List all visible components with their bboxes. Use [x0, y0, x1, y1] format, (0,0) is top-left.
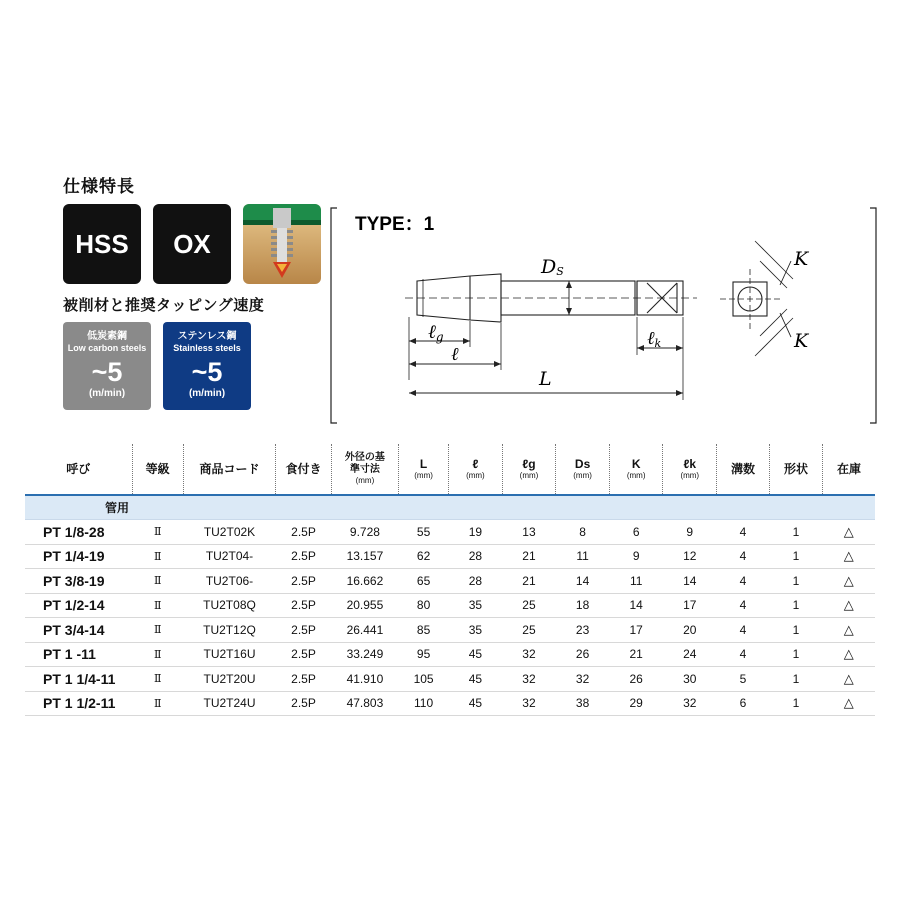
K-label-top: K [794, 248, 809, 270]
column-header [183, 444, 275, 495]
stainless-speed-value: ~5 [191, 357, 223, 387]
table-cell: 1 [769, 691, 822, 716]
table-cell: 4 [717, 618, 770, 643]
column-header [822, 444, 875, 495]
table-row [25, 667, 875, 692]
table-cell: 4 [717, 593, 770, 618]
table-cell: 2.5P [276, 691, 332, 716]
size-cell: PT 1/8-28 [25, 520, 132, 545]
table-cell: 17 [609, 618, 663, 643]
table-cell: Ⅱ [132, 642, 183, 667]
table-cell: 26 [556, 642, 610, 667]
column-header-label: 在庫 [836, 461, 861, 476]
table-cell: 8 [556, 520, 610, 545]
stainless-en-label: Stainless steels [173, 343, 241, 353]
table-cell: 9 [663, 520, 717, 545]
table-cell: TU2T02K [183, 520, 275, 545]
size-cell: PT 3/8-19 [25, 569, 132, 594]
column-header-label: 等級 [145, 461, 170, 476]
table-cell: 85 [399, 618, 449, 643]
l-label: ℓ [451, 344, 459, 365]
table-cell: 105 [399, 667, 449, 692]
lg-label: ℓg [428, 321, 444, 344]
table-cell: 5 [717, 667, 770, 692]
table-row [25, 520, 875, 545]
table-cell: 38 [556, 691, 610, 716]
table-cell: 33.249 [331, 642, 398, 667]
section-cell [25, 495, 875, 520]
stainless-jp-label: ステンレス鋼 [177, 331, 237, 342]
table-cell: 41.910 [331, 667, 398, 692]
table-cell: 6 [717, 691, 770, 716]
column-header-unit: (mm) [626, 470, 646, 480]
table-cell: 32 [663, 691, 717, 716]
table-cell: 4 [717, 544, 770, 569]
table-cell: 95 [399, 642, 449, 667]
table-row [25, 593, 875, 618]
table-cell: 1 [769, 618, 822, 643]
table-cell: △ [822, 569, 875, 594]
table-cell: 13.157 [331, 544, 398, 569]
table-cell: 29 [609, 691, 663, 716]
spec-table [25, 444, 875, 716]
low-carbon-speed-unit: (m/min) [88, 388, 126, 399]
table-cell: 45 [449, 642, 503, 667]
column-header-label: K [631, 456, 641, 471]
stainless-speed-card [163, 322, 251, 410]
table-cell: 4 [717, 569, 770, 594]
table-cell: 14 [609, 593, 663, 618]
table-cell: 4 [717, 520, 770, 545]
table-cell: 26.441 [331, 618, 398, 643]
column-header [609, 444, 663, 495]
table-cell: 25 [502, 593, 556, 618]
column-header-unit: (mm) [414, 470, 433, 480]
table-cell: 23 [556, 618, 610, 643]
column-header-label: ℓk [683, 456, 697, 471]
table-cell: 20.955 [331, 593, 398, 618]
column-header-unit: (mm) [466, 470, 485, 480]
features-title: 仕様特長 [63, 177, 135, 197]
column-header [663, 444, 717, 495]
table-cell: 1 [769, 667, 822, 692]
ox-badge: OX [153, 204, 231, 284]
table-header-row [25, 444, 875, 495]
table-cell: 1 [769, 520, 822, 545]
table-row [25, 642, 875, 667]
spec-table-head [25, 444, 875, 495]
table-cell: 28 [449, 544, 503, 569]
L-label: L [539, 368, 552, 390]
K-label-bottom: K [794, 330, 809, 352]
table-cell: 2.5P [276, 642, 332, 667]
type1-dimension-diagram [325, 205, 885, 430]
table-cell: TU2T04- [183, 544, 275, 569]
table-cell: 2.5P [276, 667, 332, 692]
table-cell: TU2T20U [183, 667, 275, 692]
table-cell: 1 [769, 569, 822, 594]
table-cell: 21 [502, 544, 556, 569]
table-cell: 18 [556, 593, 610, 618]
table-cell: 1 [769, 544, 822, 569]
low-carbon-speed-value: ~5 [91, 357, 123, 387]
table-cell: △ [822, 544, 875, 569]
table-cell: 14 [663, 569, 717, 594]
column-header [502, 444, 556, 495]
table-cell: 30 [663, 667, 717, 692]
column-header [449, 444, 503, 495]
table-cell: 65 [399, 569, 449, 594]
hss-badge: HSS [63, 204, 141, 284]
table-cell: 55 [399, 520, 449, 545]
table-cell: 2.5P [276, 593, 332, 618]
column-header-label: 食付き [285, 461, 322, 476]
table-cell: 24 [663, 642, 717, 667]
column-header-unit: (mm) [680, 470, 700, 480]
table-cell: 32 [502, 667, 556, 692]
table-cell: Ⅱ [132, 618, 183, 643]
table-cell: 25 [502, 618, 556, 643]
size-cell: PT 1 1/4-11 [25, 667, 132, 692]
table-cell: 45 [449, 667, 503, 692]
table-cell: 26 [609, 667, 663, 692]
column-header-label: ℓg [522, 456, 536, 471]
table-cell: 4 [717, 642, 770, 667]
column-header-label: ℓ [472, 456, 479, 471]
table-cell: 2.5P [276, 618, 332, 643]
size-cell: PT 1 -11 [25, 642, 132, 667]
section-row [25, 495, 875, 520]
table-cell: 35 [449, 618, 503, 643]
table-cell: △ [822, 520, 875, 545]
table-cell: 9.728 [331, 520, 398, 545]
table-cell: 19 [449, 520, 503, 545]
column-header-label: 形状 [783, 461, 808, 476]
column-header-unit: (mm) [573, 470, 592, 480]
table-cell: △ [822, 618, 875, 643]
table-cell: 32 [556, 667, 610, 692]
column-header-label: L [419, 456, 428, 471]
column-header-unit: (mm) [355, 476, 375, 485]
low-carbon-speed-card [63, 322, 151, 410]
table-cell: Ⅱ [132, 544, 183, 569]
column-header-label: Ds [574, 456, 591, 471]
table-cell: TU2T16U [183, 642, 275, 667]
table-cell: △ [822, 642, 875, 667]
column-header [276, 444, 332, 495]
table-cell: 9 [609, 544, 663, 569]
column-header [25, 444, 132, 495]
table-cell: 16.662 [331, 569, 398, 594]
column-header [556, 444, 610, 495]
column-header [132, 444, 183, 495]
table-cell: 62 [399, 544, 449, 569]
table-cell: Ⅱ [132, 691, 183, 716]
table-cell: TU2T24U [183, 691, 275, 716]
table-cell: 17 [663, 593, 717, 618]
table-cell: TU2T08Q [183, 593, 275, 618]
table-cell: 14 [556, 569, 610, 594]
column-header [717, 444, 770, 495]
table-cell: 1 [769, 642, 822, 667]
table-cell: 80 [399, 593, 449, 618]
table-cell: TU2T06- [183, 569, 275, 594]
column-header-label: 溝数 [731, 461, 756, 476]
ds-label: DS [541, 256, 564, 278]
table-cell: 2.5P [276, 544, 332, 569]
table-cell: 35 [449, 593, 503, 618]
low-carbon-jp-label: 低炭素鋼 [87, 331, 127, 342]
spec-table-body [25, 495, 875, 716]
column-header-label: 外径の基準寸法 [344, 452, 385, 475]
table-cell: Ⅱ [132, 520, 183, 545]
table-cell: 11 [609, 569, 663, 594]
column-header [331, 444, 398, 495]
table-cell: △ [822, 691, 875, 716]
speed-title: 被削材と推奨タッピング速度 [63, 296, 265, 314]
column-header [399, 444, 449, 495]
column-header-label: 呼び [66, 461, 91, 476]
table-cell: △ [822, 667, 875, 692]
table-cell: TU2T12Q [183, 618, 275, 643]
table-cell: 1 [769, 593, 822, 618]
table-cell: 28 [449, 569, 503, 594]
size-cell: PT 3/4-14 [25, 618, 132, 643]
size-cell: PT 1 1/2-11 [25, 691, 132, 716]
table-cell: 21 [502, 569, 556, 594]
column-header-label: 商品コード [199, 461, 260, 476]
section-label: 管用 [105, 501, 130, 515]
table-row [25, 618, 875, 643]
tap-cross-section-image [243, 204, 321, 284]
table-cell: 13 [502, 520, 556, 545]
table-row [25, 569, 875, 594]
table-cell: 6 [609, 520, 663, 545]
column-header [769, 444, 822, 495]
column-header-unit: (mm) [519, 470, 539, 480]
table-cell: Ⅱ [132, 593, 183, 618]
table-cell: 45 [449, 691, 503, 716]
low-carbon-en-label: Low carbon steels [67, 343, 147, 353]
table-cell: 21 [609, 642, 663, 667]
table-cell: 32 [502, 642, 556, 667]
table-cell: △ [822, 593, 875, 618]
size-cell: PT 1/4-19 [25, 544, 132, 569]
stainless-speed-unit: (m/min) [188, 388, 226, 399]
table-cell: 12 [663, 544, 717, 569]
size-cell: PT 1/2-14 [25, 593, 132, 618]
table-row [25, 544, 875, 569]
table-cell: 32 [502, 691, 556, 716]
table-cell: Ⅱ [132, 667, 183, 692]
table-cell: 47.803 [331, 691, 398, 716]
type-label: TYPE：1 [355, 214, 435, 235]
table-cell: 20 [663, 618, 717, 643]
table-row [25, 691, 875, 716]
lk-label: ℓk [647, 328, 662, 350]
table-cell: 110 [399, 691, 449, 716]
table-cell: 2.5P [276, 520, 332, 545]
table-cell: 2.5P [276, 569, 332, 594]
table-cell: Ⅱ [132, 569, 183, 594]
table-cell: 11 [556, 544, 610, 569]
